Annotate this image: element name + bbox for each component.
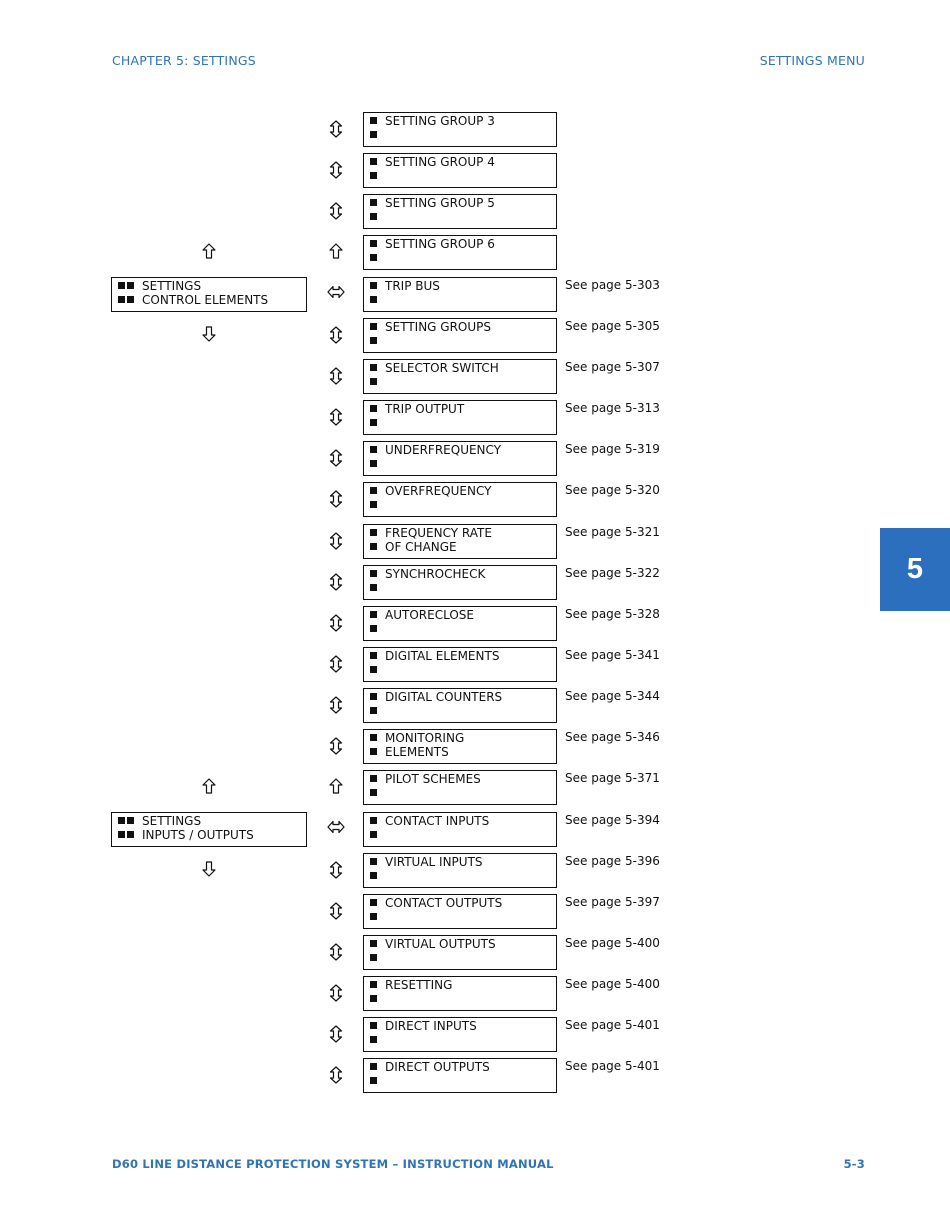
menu-item-label: VIRTUAL INPUTS — [385, 854, 483, 869]
parent-menu-box[interactable] — [111, 277, 307, 312]
square-bullet-icon — [370, 446, 377, 453]
page-reference: See page 5-305 — [565, 318, 660, 333]
menu-item-line1 — [370, 155, 495, 169]
menu-item-box[interactable] — [363, 935, 557, 970]
menu-item-line2 — [370, 375, 385, 389]
page-reference: See page 5-303 — [565, 277, 660, 292]
page-number: 5-3 — [843, 1157, 865, 1171]
menu-item-line2 — [370, 251, 385, 265]
menu-item-line2 — [370, 210, 385, 224]
chapter-tab: 5 — [880, 528, 950, 611]
menu-item-label: SETTING GROUPS — [385, 319, 491, 334]
square-bullet-icon — [370, 748, 377, 755]
square-bullet-icon — [370, 282, 377, 289]
square-bullet-icon — [370, 460, 377, 467]
square-bullet-icon — [370, 789, 377, 796]
square-bullet-icon — [370, 775, 377, 782]
square-bullet-icon — [370, 1077, 377, 1084]
menu-item-label: VIRTUAL OUTPUTS — [385, 937, 496, 951]
square-bullet-icon — [370, 693, 377, 700]
menu-item-sublabel: OF CHANGE — [385, 539, 457, 554]
menu-item-box[interactable] — [363, 194, 557, 229]
page-reference: See page 5-307 — [565, 359, 660, 374]
nav-arrow-updown-icon — [326, 120, 346, 138]
menu-item-box[interactable] — [363, 153, 557, 188]
chapter-header: CHAPTER 5: SETTINGS — [112, 53, 256, 68]
nav-arrow-updown-icon — [326, 984, 346, 1002]
menu-item-label: CONTACT INPUTS — [385, 813, 490, 828]
parent-menu-line1 — [118, 814, 201, 828]
square-bullet-icon — [370, 1036, 377, 1043]
square-bullet-icon — [370, 296, 377, 303]
menu-item-label: OVERFREQUENCY — [385, 484, 492, 499]
page-reference: See page 5-322 — [565, 565, 660, 580]
square-bullet-icon — [370, 117, 377, 124]
menu-item-box[interactable] — [363, 277, 557, 312]
menu-item-line2 — [370, 169, 385, 183]
page-reference: See page 5-371 — [565, 771, 660, 786]
menu-item-box[interactable] — [363, 235, 557, 270]
square-bullet-icon — [370, 995, 377, 1002]
square-bullet-icon — [127, 282, 134, 289]
menu-item-line1 — [370, 608, 474, 622]
menu-item-line1 — [370, 526, 492, 540]
menu-item-label: TRIP BUS — [385, 278, 440, 293]
menu-item-label: CONTACT OUTPUTS — [385, 895, 503, 910]
square-bullet-icon — [370, 707, 377, 714]
menu-item-box[interactable] — [363, 1058, 557, 1093]
nav-arrow-updown-icon — [326, 655, 346, 673]
square-bullet-icon — [370, 899, 377, 906]
menu-item-line2 — [370, 416, 385, 430]
square-bullet-icon — [370, 625, 377, 632]
square-bullet-icon — [370, 584, 377, 591]
menu-item-box[interactable] — [363, 894, 557, 929]
menu-item-line2 — [370, 910, 385, 924]
page-reference: See page 5-346 — [565, 730, 660, 745]
menu-item-box[interactable] — [363, 565, 557, 600]
parent-menu-sublabel: INPUTS / OUTPUTS — [142, 827, 254, 842]
menu-item-label: SYNCHROCHECK — [385, 566, 486, 581]
menu-item-line1 — [370, 279, 440, 293]
menu-item-line2 — [370, 540, 457, 554]
menu-item-label: DIRECT INPUTS — [385, 1019, 477, 1034]
menu-item-line1 — [370, 114, 495, 128]
square-bullet-icon — [370, 529, 377, 536]
square-bullet-icon — [370, 240, 377, 247]
nav-arrow-down-icon — [199, 326, 219, 344]
nav-arrow-up-icon — [326, 778, 346, 796]
square-bullet-icon — [370, 131, 377, 138]
page-reference: See page 5-319 — [565, 442, 660, 457]
menu-item-box[interactable] — [363, 441, 557, 476]
menu-item-line2 — [370, 992, 385, 1006]
square-bullet-icon — [127, 296, 134, 303]
menu-item-line1 — [370, 772, 481, 786]
menu-item-line1 — [370, 1019, 477, 1033]
menu-item-line1 — [370, 1060, 490, 1074]
square-bullet-icon — [370, 817, 377, 824]
menu-item-label: SETTING GROUP 6 — [385, 237, 495, 252]
square-bullet-icon — [370, 378, 377, 385]
menu-item-label: SETTING GROUP 5 — [385, 196, 495, 211]
menu-item-box[interactable] — [363, 812, 557, 847]
menu-item-sublabel: ELEMENTS — [385, 745, 449, 760]
menu-item-line2 — [370, 293, 385, 307]
square-bullet-icon — [370, 543, 377, 550]
nav-arrow-leftright-icon — [326, 820, 346, 838]
square-bullet-icon — [370, 487, 377, 494]
square-bullet-icon — [370, 858, 377, 865]
menu-item-line2 — [370, 828, 385, 842]
menu-item-line2 — [370, 128, 385, 142]
square-bullet-icon — [370, 981, 377, 988]
menu-item-label: DIGITAL ELEMENTS — [385, 648, 500, 663]
page-reference: See page 5-320 — [565, 483, 660, 498]
page-reference: See page 5-313 — [565, 401, 660, 416]
menu-item-label: UNDERFREQUENCY — [385, 443, 502, 458]
nav-arrow-up-icon — [326, 243, 346, 261]
square-bullet-icon — [370, 570, 377, 577]
nav-arrow-updown-icon — [326, 202, 346, 220]
square-bullet-icon — [127, 831, 134, 838]
square-bullet-icon — [127, 817, 134, 824]
page-reference: See page 5-344 — [565, 689, 660, 704]
nav-arrow-up-icon — [199, 778, 219, 796]
square-bullet-icon — [370, 1022, 377, 1029]
menu-item-label: DIGITAL COUNTERS — [385, 690, 503, 705]
square-bullet-icon — [370, 734, 377, 741]
page-reference: See page 5-401 — [565, 1059, 660, 1074]
menu-item-line1 — [370, 567, 485, 581]
square-bullet-icon — [370, 254, 377, 261]
square-bullet-icon — [370, 872, 377, 879]
menu-item-line1 — [370, 237, 495, 251]
menu-item-line2 — [370, 1074, 385, 1088]
page-reference: See page 5-400 — [565, 936, 660, 950]
menu-item-box[interactable] — [363, 318, 557, 353]
menu-item-box[interactable] — [363, 1017, 557, 1052]
menu-item-line1 — [370, 196, 495, 210]
menu-item-label: SELECTOR SWITCH — [385, 360, 499, 375]
menu-item-line1 — [370, 402, 464, 416]
menu-item-line2 — [370, 869, 385, 883]
menu-item-line1 — [370, 855, 483, 869]
page-reference: See page 5-397 — [565, 894, 660, 909]
page-reference: See page 5-341 — [565, 647, 660, 662]
menu-item-line1 — [370, 361, 499, 375]
menu-item-line1 — [370, 937, 496, 951]
square-bullet-icon — [370, 323, 377, 330]
menu-item-box[interactable] — [363, 606, 557, 641]
menu-item-line2 — [370, 1033, 385, 1047]
nav-arrow-updown-icon — [326, 161, 346, 179]
menu-item-line1 — [370, 484, 491, 498]
page-reference: See page 5-328 — [565, 606, 660, 621]
parent-menu-sublabel: CONTROL ELEMENTS — [142, 292, 269, 307]
menu-item-label: SETTING GROUP 3 — [385, 114, 495, 128]
menu-item-line1 — [370, 978, 452, 992]
menu-item-box[interactable] — [363, 853, 557, 888]
menu-item-line2 — [370, 663, 385, 677]
menu-item-line1 — [370, 649, 499, 663]
page-reference: See page 5-321 — [565, 524, 660, 539]
menu-item-line1 — [370, 443, 501, 457]
nav-arrow-up-icon — [199, 243, 219, 261]
menu-item-label: SETTING GROUP 4 — [385, 155, 495, 170]
parent-menu-box[interactable] — [111, 812, 307, 847]
menu-item-line1 — [370, 896, 502, 910]
nav-arrow-updown-icon — [326, 902, 346, 920]
parent-menu-label: SETTINGS — [142, 278, 202, 293]
menu-item-box[interactable] — [363, 647, 557, 682]
menu-item-box[interactable] — [363, 359, 557, 394]
square-bullet-icon — [370, 666, 377, 673]
menu-item-line2 — [370, 498, 385, 512]
square-bullet-icon — [118, 296, 125, 303]
square-bullet-icon — [370, 158, 377, 165]
menu-item-label: DIRECT OUTPUTS — [385, 1060, 490, 1075]
nav-arrow-updown-icon — [326, 614, 346, 632]
nav-arrow-updown-icon — [326, 943, 346, 961]
square-bullet-icon — [370, 364, 377, 371]
nav-arrow-down-icon — [199, 861, 219, 879]
square-bullet-icon — [370, 611, 377, 618]
nav-arrow-updown-icon — [326, 1066, 346, 1084]
nav-arrow-updown-icon — [326, 408, 346, 426]
menu-item-label: PILOT SCHEMES — [385, 772, 481, 787]
nav-arrow-updown-icon — [326, 737, 346, 755]
menu-item-box[interactable] — [363, 400, 557, 435]
section-header: SETTINGS MENU — [759, 53, 865, 68]
nav-arrow-updown-icon — [326, 449, 346, 467]
menu-item-line2 — [370, 786, 385, 800]
page-reference: See page 5-400 — [565, 977, 660, 992]
square-bullet-icon — [370, 913, 377, 920]
footer-title: D60 LINE DISTANCE PROTECTION SYSTEM – INSTRUCTION MANUAL — [112, 1157, 554, 1171]
square-bullet-icon — [370, 954, 377, 961]
menu-item-line1 — [370, 731, 464, 745]
nav-arrow-updown-icon — [326, 490, 346, 508]
menu-item-box[interactable] — [363, 112, 557, 147]
nav-arrow-updown-icon — [326, 696, 346, 714]
menu-item-line2 — [370, 704, 385, 718]
nav-arrow-updown-icon — [326, 326, 346, 344]
menu-item-line2 — [370, 581, 385, 595]
menu-item-label: MONITORING — [385, 731, 465, 746]
square-bullet-icon — [370, 405, 377, 412]
nav-arrow-updown-icon — [326, 573, 346, 591]
menu-item-label: RESETTING — [385, 978, 453, 993]
square-bullet-icon — [370, 652, 377, 659]
square-bullet-icon — [370, 1063, 377, 1070]
menu-item-box[interactable] — [363, 524, 557, 559]
nav-arrow-updown-icon — [326, 1025, 346, 1043]
square-bullet-icon — [370, 419, 377, 426]
parent-menu-line2 — [118, 293, 268, 307]
square-bullet-icon — [118, 817, 125, 824]
menu-item-label: TRIP OUTPUT — [385, 402, 465, 417]
square-bullet-icon — [118, 282, 125, 289]
menu-item-line2 — [370, 622, 385, 636]
square-bullet-icon — [370, 831, 377, 838]
menu-item-line2 — [370, 951, 385, 965]
menu-item-box[interactable] — [363, 976, 557, 1011]
parent-menu-line1 — [118, 279, 201, 293]
square-bullet-icon — [118, 831, 125, 838]
nav-arrow-leftright-icon — [326, 285, 346, 303]
nav-arrow-updown-icon — [326, 532, 346, 550]
square-bullet-icon — [370, 940, 377, 947]
menu-item-line2 — [370, 457, 385, 471]
square-bullet-icon — [370, 199, 377, 206]
menu-item-line1 — [370, 690, 502, 704]
menu-item-label: AUTORECLOSE — [385, 607, 474, 622]
menu-item-box[interactable] — [363, 482, 557, 517]
square-bullet-icon — [370, 337, 377, 344]
page-reference: See page 5-401 — [565, 1018, 660, 1033]
nav-arrow-updown-icon — [326, 861, 346, 879]
nav-arrow-updown-icon — [326, 367, 346, 385]
parent-menu-line2 — [118, 828, 254, 842]
square-bullet-icon — [370, 172, 377, 179]
menu-item-box[interactable] — [363, 688, 557, 723]
parent-menu-label: SETTINGS — [142, 813, 202, 828]
page-reference: See page 5-396 — [565, 853, 660, 868]
menu-item-label: FREQUENCY RATE — [385, 525, 492, 540]
menu-item-box[interactable] — [363, 770, 557, 805]
menu-item-line1 — [370, 814, 489, 828]
menu-item-line1 — [370, 320, 491, 334]
page-reference: See page 5-394 — [565, 812, 660, 827]
square-bullet-icon — [370, 213, 377, 220]
menu-item-box[interactable] — [363, 729, 557, 764]
menu-item-line2 — [370, 745, 449, 759]
square-bullet-icon — [370, 501, 377, 508]
menu-item-line2 — [370, 334, 385, 348]
